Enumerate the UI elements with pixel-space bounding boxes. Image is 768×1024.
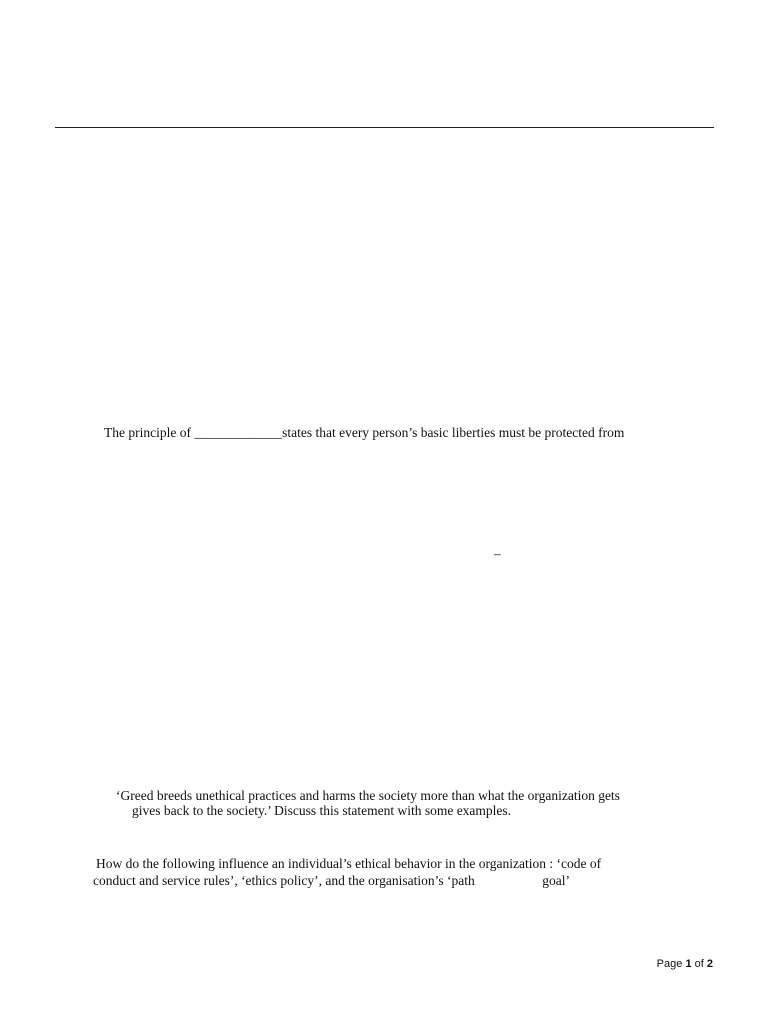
question-2-line-2: gives back to the society.’ Discuss this statement with some examples. bbox=[132, 803, 512, 818]
of-word: of bbox=[694, 958, 704, 970]
question-1-blank: _____________ bbox=[194, 425, 283, 440]
header-rule bbox=[55, 127, 714, 128]
question-1-lead: The principle of bbox=[104, 425, 195, 440]
question-1-tail: states that every person’s basic liberties must be protected from bbox=[282, 425, 625, 440]
stray-dash: – bbox=[494, 546, 501, 561]
question-1-text bbox=[104, 425, 624, 440]
current-page-number: 1 bbox=[685, 958, 692, 970]
page-word: Page bbox=[656, 958, 683, 970]
question-3-line-1: How do the following influence an individual’s ethical behavior in the organization : ‘code of bbox=[96, 856, 602, 871]
page-number-footer bbox=[657, 957, 713, 971]
total-pages-number: 2 bbox=[706, 958, 713, 970]
question-3-line-2: conduct and service rules’, ‘ethics policy’, and the organisation’s ‘path goal’ bbox=[93, 873, 570, 888]
question-2-line-1: ‘Greed breeds unethical practices and harms the society more than what the organization gets bbox=[116, 788, 620, 803]
